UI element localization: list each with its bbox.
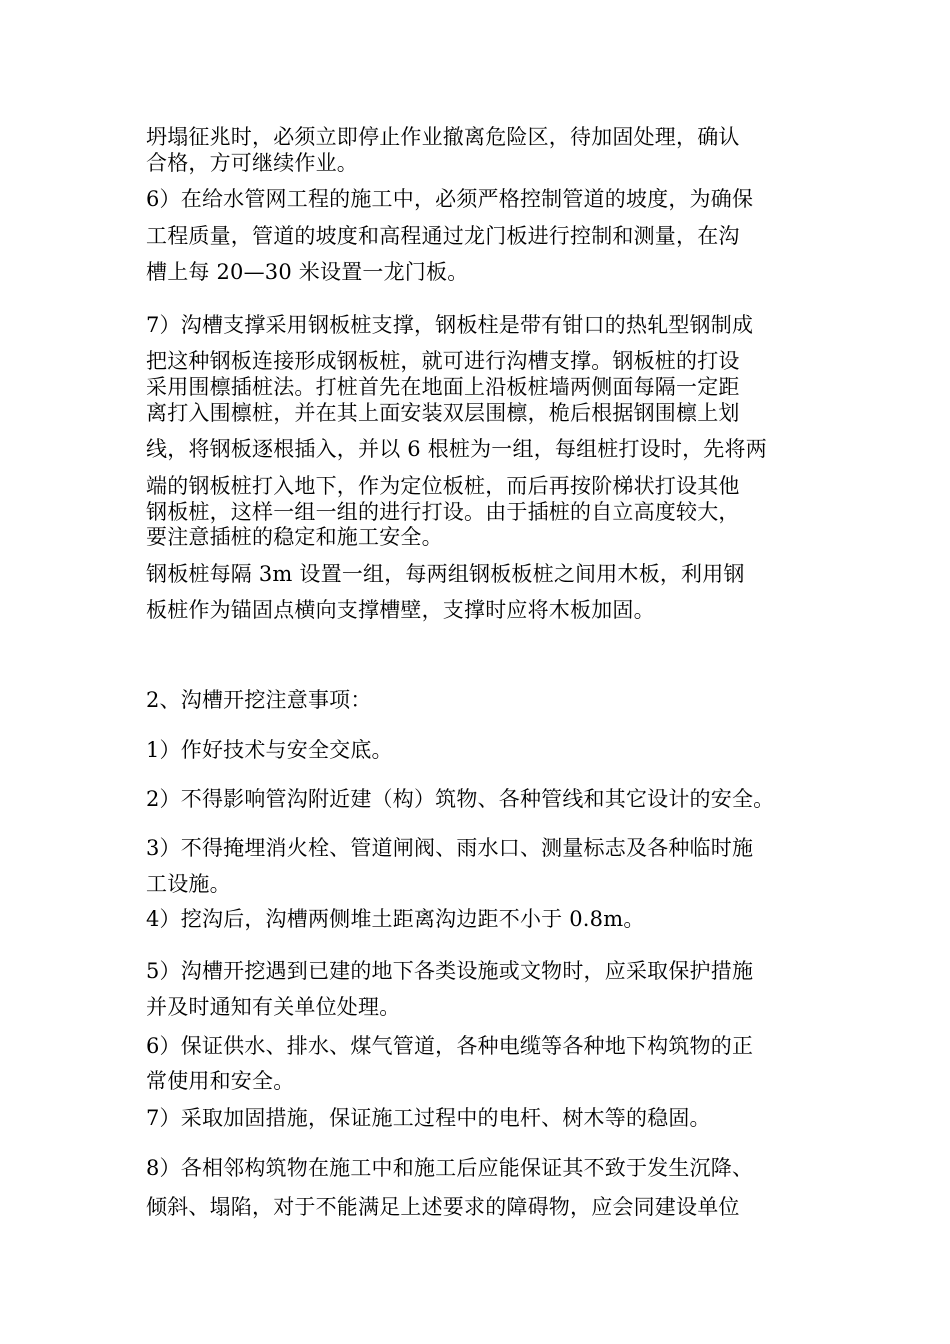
text-line: 要注意插桩的稳定和施工安全。 xyxy=(146,525,443,549)
text-line: 坍塌征兆时，必须立即停止作业撤离危险区，待加固处理，确认 xyxy=(146,125,740,149)
text-line: 槽上每 20—30 米设置一龙门板。 xyxy=(146,260,469,284)
text-line: 合格，方可继续作业。 xyxy=(146,151,358,175)
text-line: 8）各相邻构筑物在施工中和施工后应能保证其不致于发生沉降、 xyxy=(146,1156,754,1180)
text-line: 6）在给水管网工程的施工中，必须严格控制管道的坡度，为确保 xyxy=(146,187,754,211)
text-line: 5）沟槽开挖遇到已建的地下各类设施或文物时，应采取保护措施 xyxy=(146,959,754,983)
text-line: 倾斜、塌陷，对于不能满足上述要求的障碍物，应会同建设单位 xyxy=(146,1195,740,1219)
text-line: 7）采取加固措施，保证施工过程中的电杆、树木等的稳固。 xyxy=(146,1106,711,1130)
text-line: 4）挖沟后，沟槽两侧堆土距离沟边距不小于 0.8m。 xyxy=(146,907,645,931)
text-line: 常使用和安全。 xyxy=(146,1069,295,1093)
text-line: 工设施。 xyxy=(146,872,231,896)
text-line: 7）沟槽支撑采用钢板桩支撑，钢板柱是带有钳口的热轧型钢制成 xyxy=(146,313,754,337)
text-line: 钢板桩每隔 3m 设置一组，每两组钢板板桩之间用木板，利用钢 xyxy=(146,562,745,586)
text-line: 线，将钢板逐根插入，并以 6 根桩为一组，每组桩打设时，先将两 xyxy=(146,437,767,461)
text-line: 1）作好技术与安全交底。 xyxy=(146,738,393,762)
text-line: 3）不得掩埋消火栓、管道闸阀、雨水口、测量标志及各种临时施 xyxy=(146,836,754,860)
text-line: 端的钢板桩打入地下，作为定位板桩，而后再按阶梯状打设其他 xyxy=(146,474,740,498)
text-line: 钢板桩，这样一组一组的进行打设。由于插桩的自立高度较大， xyxy=(146,500,740,524)
text-line: 离打入围檩桩，并在其上面安装双层围檩，桅后根据钢围檩上划 xyxy=(146,401,740,425)
text-line: 并及时通知有关单位处理。 xyxy=(146,995,401,1019)
text-line: 工程质量，管道的坡度和高程通过龙门板进行控制和测量，在沟 xyxy=(146,224,740,248)
section-heading: 2、沟槽开挖注意事项： xyxy=(146,688,372,712)
text-line: 6）保证供水、排水、煤气管道，各种电缆等各种地下构筑物的正 xyxy=(146,1034,754,1058)
text-line: 把这种钢板连接形成钢板桩，就可进行沟槽支撑。钢板桩的打设 xyxy=(146,349,740,373)
text-line: 采用围檩插桩法。打桩首先在地面上沿板桩墙两侧面每隔一定距 xyxy=(146,375,740,399)
text-line: 2）不得影响管沟附近建（构）筑物、各种管线和其它设计的安全。 xyxy=(146,787,775,811)
text-line: 板桩作为锚固点横向支撑槽壁，支撑时应将木板加固。 xyxy=(146,598,655,622)
